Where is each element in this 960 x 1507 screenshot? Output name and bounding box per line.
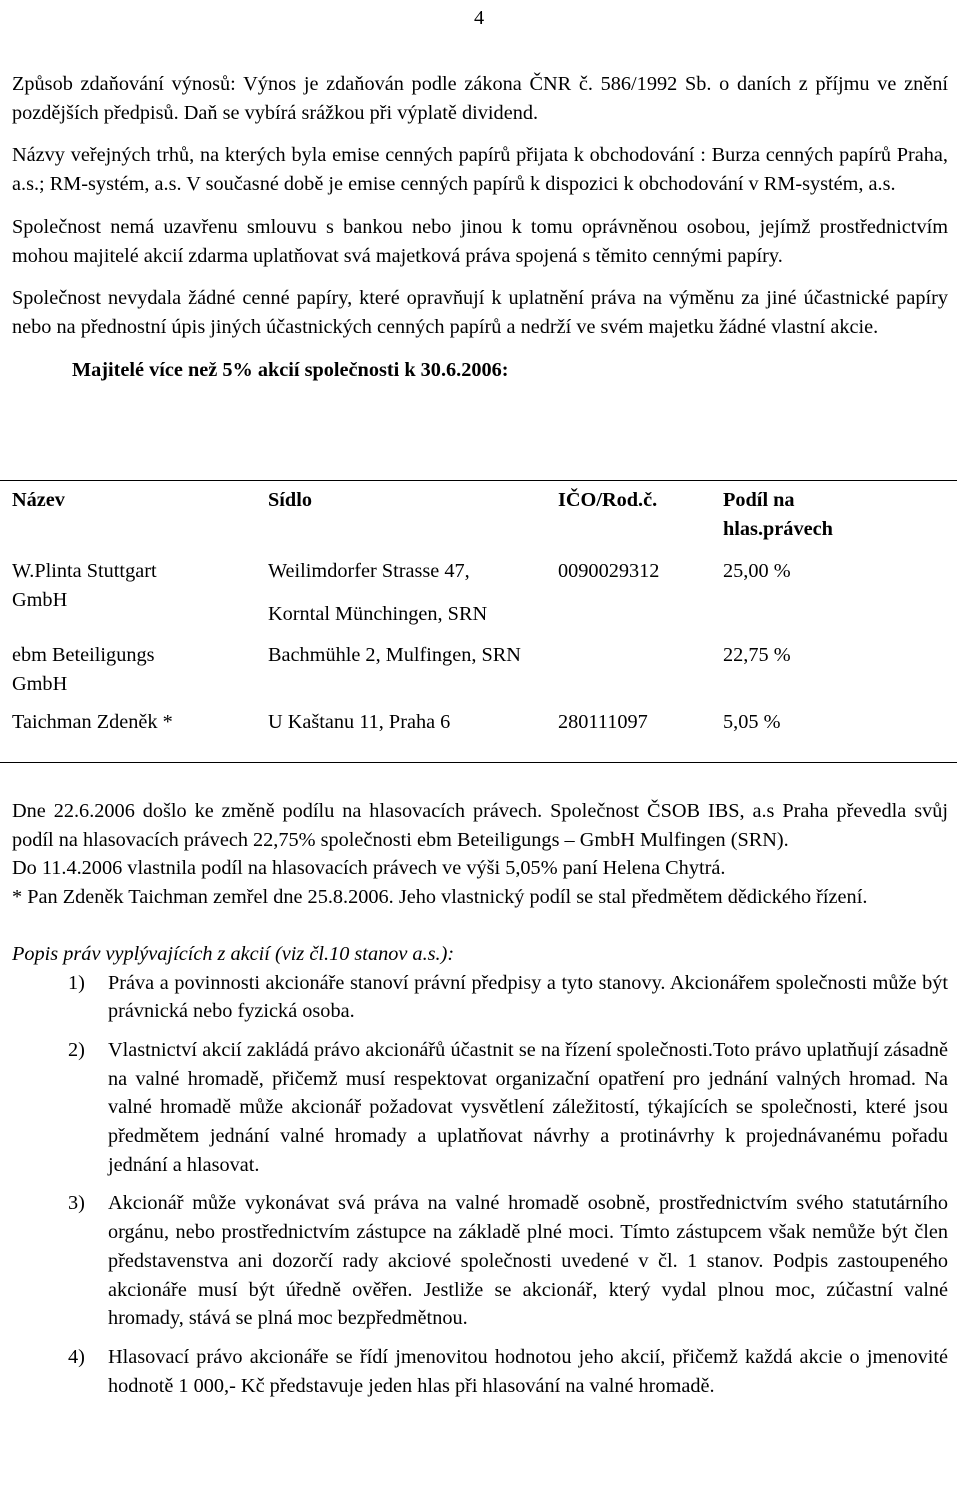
- rights-list: [12, 969, 948, 1401]
- paragraph-taxation: Způsob zdaňování výnosů: Výnos je zdaňován podle zákona ČNR č. 586/1992 Sb. o daních z příjmu ve znění pozdějších předpisů. Daň se vybírá srážkou při výplatě dividend.: [12, 73, 948, 124]
- list-text: Práva a povinnosti akcionáře stanoví právní předpisy a tyto stanovy. Akcionářem společnosti může být právnická nebo fyzická osoba.: [108, 971, 948, 1023]
- list-text: Hlasovací právo akcionáře se řídí jmenovitou hodnotou jeho akcií, přičemž každá akcie o jmenovité hodnotě 1 000,- Kč představuje jeden hlas při hlasování na valné hromadě.: [108, 1345, 948, 1397]
- header-share: Podíl na hlas.právech: [723, 489, 833, 540]
- table-row: [0, 635, 957, 708]
- table-header-row: [0, 480, 957, 555]
- table-row: [0, 555, 957, 634]
- holder-id: [546, 635, 711, 708]
- list-item: [12, 1343, 948, 1400]
- holders-table: [0, 480, 957, 751]
- paragraph-bank-contract: Společnost nemá uzavřenu smlouvu s bankou nebo jinou k tomu oprávněnou osobou, jejímž prostřednictvím mohou majitelé akcií zdarma uplatňovat svá majetková práva spojená s těmito cennými papíry.: [12, 215, 948, 267]
- holder-seat: U Kaštanu 11, Praha 6: [268, 711, 451, 734]
- page-number: 4: [474, 7, 485, 29]
- holder-seat-line2: Korntal Münchingen, SRN: [268, 603, 488, 626]
- note-change: Dne 22.6.2006 došlo ke změně podílu na hlasovacích právech. Společnost ČSOB IBS, a.s Praha převedla svůj podíl na hlasovacích právech 22,75% společnosti ebm Beteiligungs – GmbH Mulfingen (SRN).: [12, 800, 948, 851]
- note-death: * Pan Zdeněk Taichman zemřel dne 25.8.2006. Jeho vlastnický podíl se stal předmětem dědického řízení.: [12, 886, 868, 909]
- table-bottom-border: [0, 762, 957, 763]
- header-seat: Sídlo: [268, 489, 312, 511]
- note-previous-owner: Do 11.4.2006 vlastnila podíl na hlasovacích právech ve výši 5,05% paní Helena Chytrá.: [12, 857, 726, 880]
- holder-seat-line1: Weilimdorfer Strasse 47,: [268, 560, 470, 583]
- list-number: 2): [68, 1038, 85, 1061]
- rights-heading: Popis práv vyplývajících z akcií (viz čl.10 stanov a.s.):: [12, 942, 455, 965]
- holder-id: 280111097: [558, 711, 648, 734]
- holder-name: W.Plinta Stuttgart GmbH: [12, 560, 157, 612]
- holder-share: 22,75 %: [723, 643, 791, 666]
- intro-section: [12, 70, 948, 384]
- paragraph-securities: Společnost nevydala žádné cenné papíry, které opravňují k uplatnění práva na výměnu za jiné účastnické papíry nebo na přednostní úpis jiných účastnických cenných papírů a nedrží ve svém majetku žádné vlastní akcie.: [12, 287, 948, 338]
- holder-name: Taichman Zdeněk *: [12, 711, 173, 734]
- holder-seat: Bachmühle 2, Mulfingen, SRN: [268, 643, 521, 666]
- list-item: [12, 1189, 948, 1333]
- list-text: Akcionář může vykonávat svá práva na valné hromadě osobně, prostřednictvím svého statutárního orgánu, nebo prostřednictvím zástupce na základě plné moci. Tímto zástupcem však nemůže být člen představenstva ani dozorčí rady akciové společnosti uvedené v čl. 1 stanov. Podpis zastoupeného akcionáře musí být úředně ověřen. Jestliže se akcionář, který vydal plnou moc, zúčastní valné hromady, stává se plná moc bezpředmětnou.: [108, 1192, 948, 1330]
- list-number: 4): [68, 1345, 85, 1368]
- holder-share: 5,05 %: [723, 711, 781, 734]
- holder-name: ebm Beteiligungs GmbH: [12, 643, 155, 695]
- notes-section: [12, 797, 948, 1400]
- list-text: Vlastnictví akcií zakládá právo akcionářů účastnit se na řízení společnosti.Toto právo uplatňují zásadně na valné hromadě, přičemž musí respektovat organizační opatření pro jednání valných hromad. Na valné hromadě může akcionář požadovat vysvětlení záležitostí, týkajících se společnosti, které jsou předmětem jednání valné hromady a uplatňovat návrhy a protinávrhy k projednávanému pořadu jednání a hlasovat.: [108, 1038, 948, 1176]
- holder-share: 25,00 %: [723, 560, 791, 583]
- paragraph-markets: Názvy veřejných trhů, na kterých byla emise cenných papírů přijata k obchodování : Burza cenných papírů Praha, a.s.; RM-systém, a.s. V současné době je emise cenných papírů k dispozici k obchodování v RM-systém, a.s.: [12, 144, 948, 196]
- list-number: 1): [68, 971, 85, 994]
- header-name: Název: [12, 489, 65, 511]
- list-item: [12, 1036, 948, 1180]
- table-row: [0, 708, 957, 751]
- header-id: IČO/Rod.č.: [558, 489, 658, 511]
- holder-seat: [256, 555, 546, 634]
- list-item: [12, 969, 948, 1026]
- holder-id: 0090029312: [558, 560, 660, 583]
- list-number: 3): [68, 1192, 85, 1215]
- holders-heading: Majitelé více než 5% akcií společnosti k 30.6.2006:: [72, 358, 509, 381]
